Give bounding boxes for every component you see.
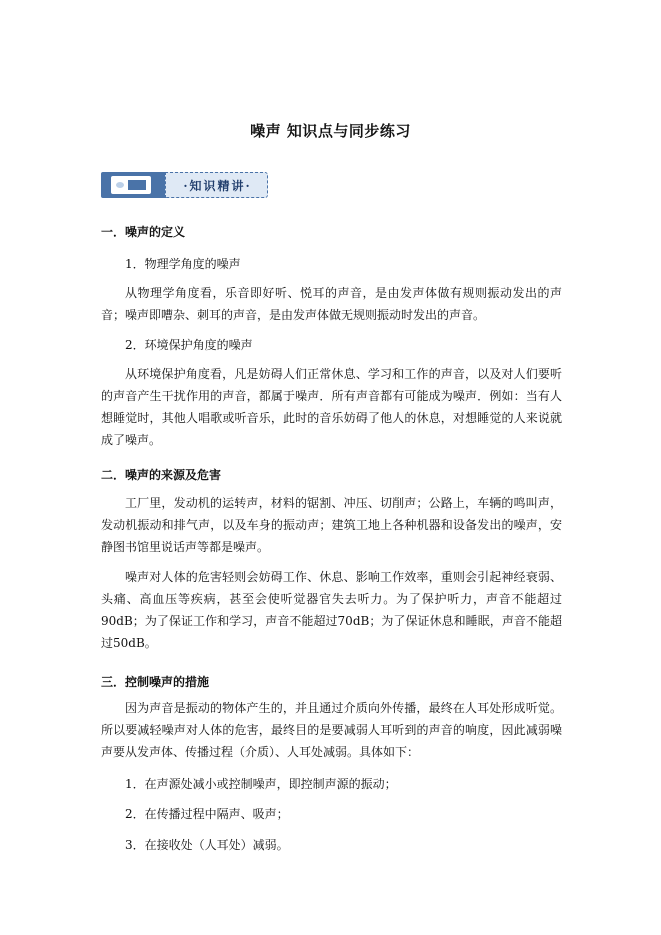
- paragraph-harm: 噪声对人体的危害轻则会妨碍工作、休息、影响工作效率，重则会引起神经衰弱、头痛、高血压等疾病，甚至会使听觉器官失去听力。为了保护听力，声音不能超过90dB；为了保证工作和学习，声音不能超过70dB；为了保证休息和睡眠，声音不能超过50dB。: [101, 570, 562, 650]
- section-heading-sources: 二．噪声的来源及危害: [101, 468, 222, 482]
- banner-badge: [101, 172, 165, 198]
- subheading-environment: 2．环境保护角度的噪声: [125, 338, 253, 352]
- section-heading-definition: 一．噪声的定义: [101, 225, 186, 239]
- subheading-physics: 1．物理学角度的噪声: [125, 257, 241, 271]
- list-item-path: 2．在传播过程中隔声、吸声；: [125, 807, 289, 821]
- banner-label-box: [165, 172, 268, 198]
- page-title: 噪声 知识点与同步练习: [250, 122, 411, 140]
- list-item-source: 1．在声源处减小或控制噪声，即控制声源的振动；: [125, 777, 397, 791]
- paragraph-physics: 从物理学角度看，乐音即好听、悦耳的声音，是由发声体做有规则振动发出的声音；噪声即嘈杂、刺耳的声音，是由发声体做无规则振动时发出的声音。: [101, 286, 562, 322]
- banner-label: ·知识精讲·: [183, 179, 252, 193]
- list-item-receiver: 3．在接收处（人耳处）减弱。: [125, 838, 289, 852]
- section-banner: [101, 172, 268, 198]
- section-heading-control: 三．控制噪声的措施: [101, 675, 210, 689]
- paragraph-sources: 工厂里，发动机的运转声，材料的锯割、冲压、切削声；公路上，车辆的鸣叫声，发动机振动和排气声，以及车身的振动声；建筑工地上各种机器和设备发出的噪声，安静图书馆里说话声等都是噪声。: [101, 496, 562, 554]
- tablet-icon: [111, 176, 151, 194]
- paragraph-control: 因为声音是振动的物体产生的，并且通过介质向外传播，最终在人耳处形成听觉。所以要减轻噪声对人体的危害，最终目的是要减弱人耳听到的声音的响度，因此减弱噪声要从发声体、传播过程（介质）、人耳处减弱。具体如下：: [101, 701, 562, 759]
- paragraph-environment: 从环境保护角度看，凡是妨碍人们正常休息、学习和工作的声音，以及对人们要听的声音产生干扰作用的声音，都属于噪声．所有声音都有可能成为噪声．例如：当有人想睡觉时，其他人唱歌或听音乐，此时的音乐妨碍了他人的休息，对想睡觉的人来说就成了噪声。: [101, 367, 562, 447]
